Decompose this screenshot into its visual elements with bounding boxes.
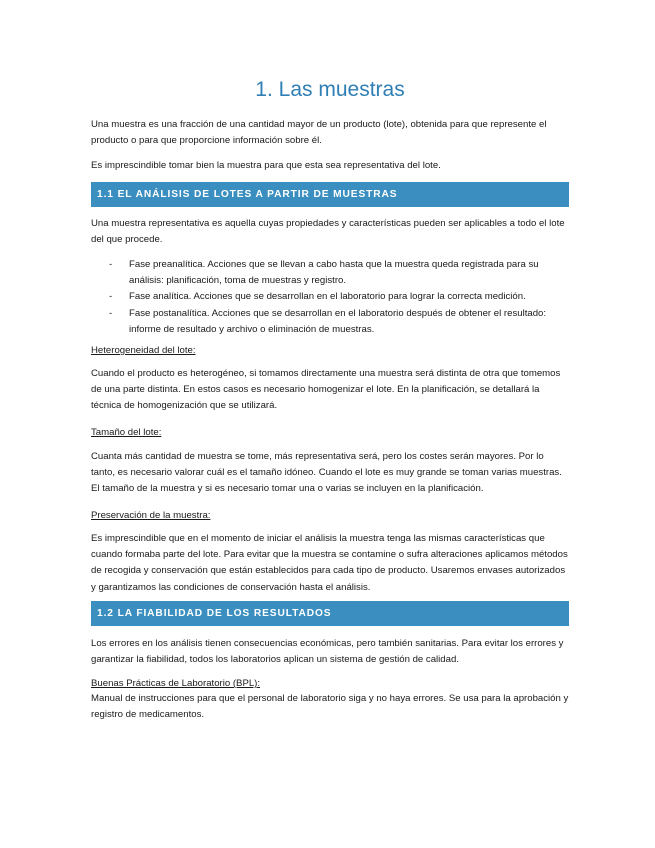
heterogeneidad-paragraph: Cuando el producto es heterogéneo, si tomamos directamente una muestra será distinta de otra que tomemos de una parte distinta. En estos casos es necesario homogenizar el lote. En la planificación, se detallará la técnica de homogenización que se utilizará. bbox=[91, 368, 561, 412]
section-1-heading: 1.1 EL ANÁLISIS DE LOTES A PARTIR DE MUESTRAS bbox=[91, 182, 569, 207]
section-2-heading: 1.2 LA FIABILIDAD DE LOS RESULTADOS bbox=[91, 601, 569, 626]
list-item-text: Fase analítica. Acciones que se desarrollan en el laboratorio para lograr la correcta medición. bbox=[129, 291, 526, 303]
list-dash: - bbox=[109, 307, 113, 319]
list-dash: - bbox=[109, 291, 113, 303]
list-item bbox=[91, 289, 569, 305]
bpl-paragraph: Manual de instrucciones para que el personal de laboratorio siga y no haya errores. Se usa para la aprobación y registro de medicamentos. bbox=[91, 693, 569, 721]
page-title: 1. Las muestras bbox=[255, 78, 405, 101]
phases-list bbox=[91, 257, 569, 338]
section-2-paragraph: Los errores en los análisis tienen consecuencias económicas, pero también sanitarias. Para evitar los errores y garantizar la fiabilidad, todos los laboratorios aplican un sistema de gestión de calidad. bbox=[91, 638, 564, 666]
list-item bbox=[91, 257, 569, 289]
heterogeneidad-subheading: Heterogeneidad del lote: bbox=[91, 345, 196, 356]
intro-paragraph-2: Es imprescindible tomar bien la muestra para que esta sea representativa del lote. bbox=[91, 160, 441, 171]
list-item-text: Fase postanalítica. Acciones que se desarrollan en el laboratorio después de obtener el resultado: informe de resultado y archivo o eliminación de muestras. bbox=[129, 307, 547, 335]
tamano-paragraph: Cuanta más cantidad de muestra se tome, más representativa será, pero los costes serán mayores. Por lo tanto, es necesario valorar cuál es el tamaño idóneo. Cuando el lote es muy grande se toman varias muestras. El tamaño de la muestra y si es necesario tomar una o varias se incluyen en la planificación. bbox=[91, 451, 562, 495]
preservacion-paragraph: Es imprescindible que en el momento de iniciar el análisis la muestra tenga las mismas características que cuando formaba parte del lote. Para evitar que la muestra se contamine o sufra alteraciones aplicamos métodos de recogida y conservación que están establecidos para cada tipo de producto. Usaremos envases autorizados y garantizamos las condiciones de conservación hasta el análisis. bbox=[91, 533, 568, 593]
preservacion-subheading: Preservación de la muestra: bbox=[91, 510, 211, 521]
tamano-subheading: Tamaño del lote: bbox=[91, 427, 162, 438]
bpl-subheading: Buenas Prácticas de Laboratorio (BPL): bbox=[91, 678, 261, 689]
list-item-text: Fase preanalítica. Acciones que se llevan a cabo hasta que la muestra queda registrada para su análisis: planificación, toma de muestras y registro. bbox=[129, 259, 539, 287]
list-item bbox=[91, 306, 569, 338]
intro-paragraph-1: Una muestra es una fracción de una cantidad mayor de un producto (lote), obtenida para que represente el producto o para que proporcione información sobre él. bbox=[91, 119, 547, 147]
section-1-paragraph: Una muestra representativa es aquella cuyas propiedades y características pueden ser aplicables a todo el lote del que procede. bbox=[91, 218, 565, 246]
list-dash: - bbox=[109, 259, 113, 270]
